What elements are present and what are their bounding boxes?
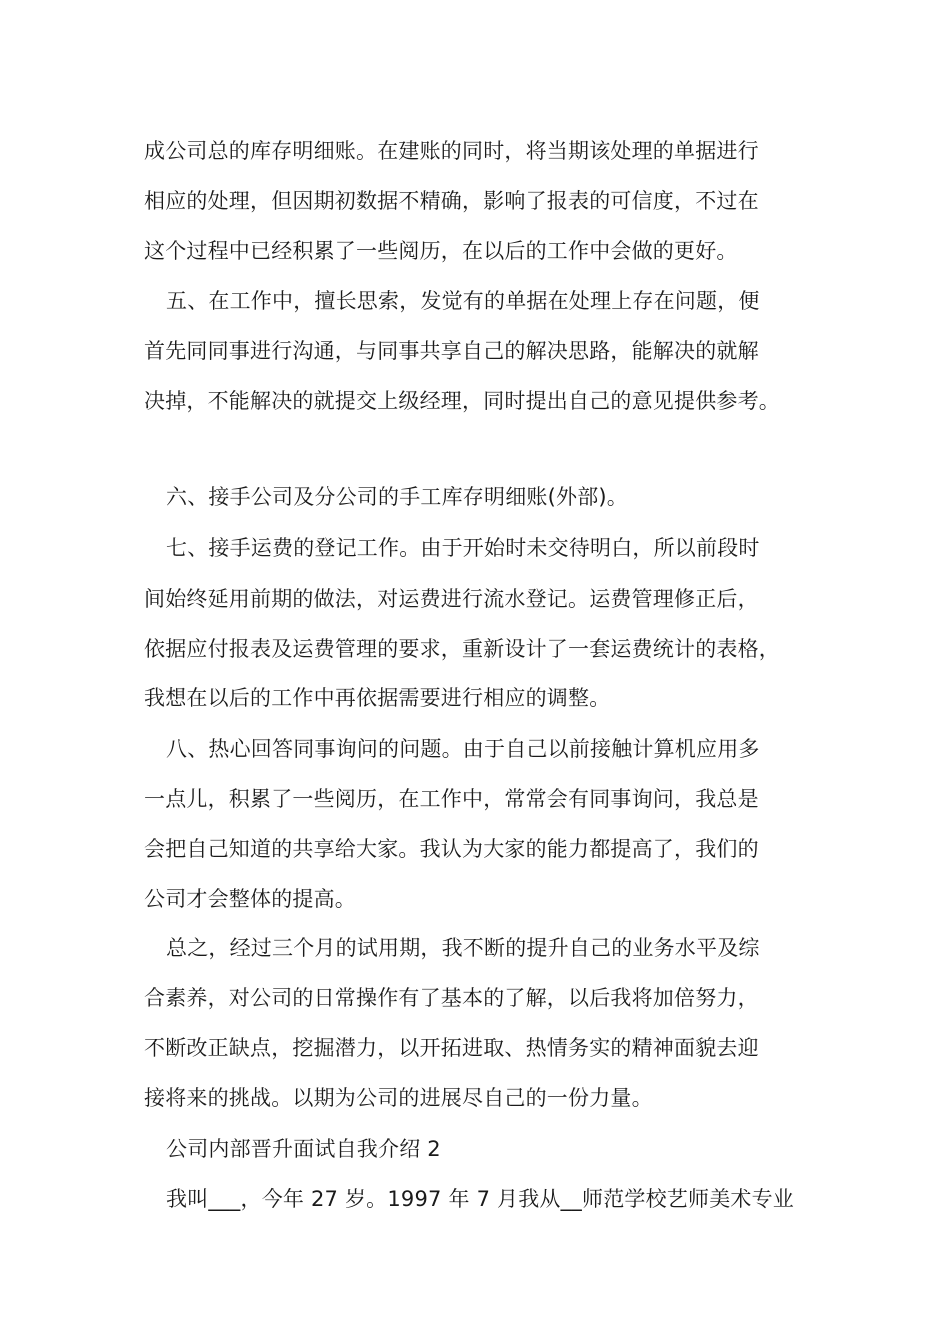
paragraph-line: 八、热心回答同事询问的问题。由于自己以前接触计算机应用多 xyxy=(166,737,760,761)
paragraph-line: 首先同同事进行沟通，与同事共享自己的解决思路，能解决的就解 xyxy=(144,339,759,363)
paragraph-line: 这个过程中已经积累了一些阅历，在以后的工作中会做的更好。 xyxy=(144,239,738,263)
paragraph-line: 合素养，对公司的日常操作有了基本的了解，以后我将加倍努力， xyxy=(144,986,759,1010)
paragraph-line: 我想在以后的工作中再依据需要进行相应的调整。 xyxy=(144,686,611,710)
paragraph-line: 不断改正缺点，挖掘潜力，以开拓进取、热情务实的精神面貌去迎 xyxy=(144,1036,759,1060)
paragraph-line: 总之，经过三个月的试用期，我不断的提升自己的业务水平及综 xyxy=(166,936,760,960)
paragraph-line: 会把自己知道的共享给大家。我认为大家的能力都提高了，我们的 xyxy=(144,837,759,861)
paragraph-line: 成公司总的库存明细账。在建账的同时，将当期该处理的单据进行 xyxy=(144,139,759,163)
paragraph-line: 决掉，不能解决的就提交上级经理，同时提出自己的意见提供参考。 xyxy=(144,389,780,413)
paragraph-line: 我叫___，今年 27 岁。1997 年 7 月我从__师范学校艺师美术专业 xyxy=(166,1187,795,1211)
paragraph-line: 七、接手运费的登记工作。由于开始时未交待明白，所以前段时 xyxy=(166,536,760,560)
paragraph-line: 接将来的挑战。以期为公司的进展尽自己的一份力量。 xyxy=(144,1086,653,1110)
paragraph-line: 五、在工作中，擅长思索，发觉有的单据在处理上存在问题，便 xyxy=(166,289,760,313)
paragraph-line: 相应的处理，但因期初数据不精确，影响了报表的可信度，不过在 xyxy=(144,189,759,213)
paragraph-line: 依据应付报表及运费管理的要求，重新设计了一套运费统计的表格， xyxy=(144,637,780,661)
section-heading: 公司内部晋升面试自我介绍 2 xyxy=(166,1137,441,1161)
paragraph-line: 间始终延用前期的做法，对运费进行流水登记。运费管理修正后， xyxy=(144,587,759,611)
paragraph-line: 六、接手公司及分公司的手工库存明细账(外部)。 xyxy=(166,485,628,509)
paragraph-line: 公司才会整体的提高。 xyxy=(144,887,356,911)
paragraph-line: 一点儿，积累了一些阅历，在工作中，常常会有同事询问，我总是 xyxy=(144,787,759,811)
